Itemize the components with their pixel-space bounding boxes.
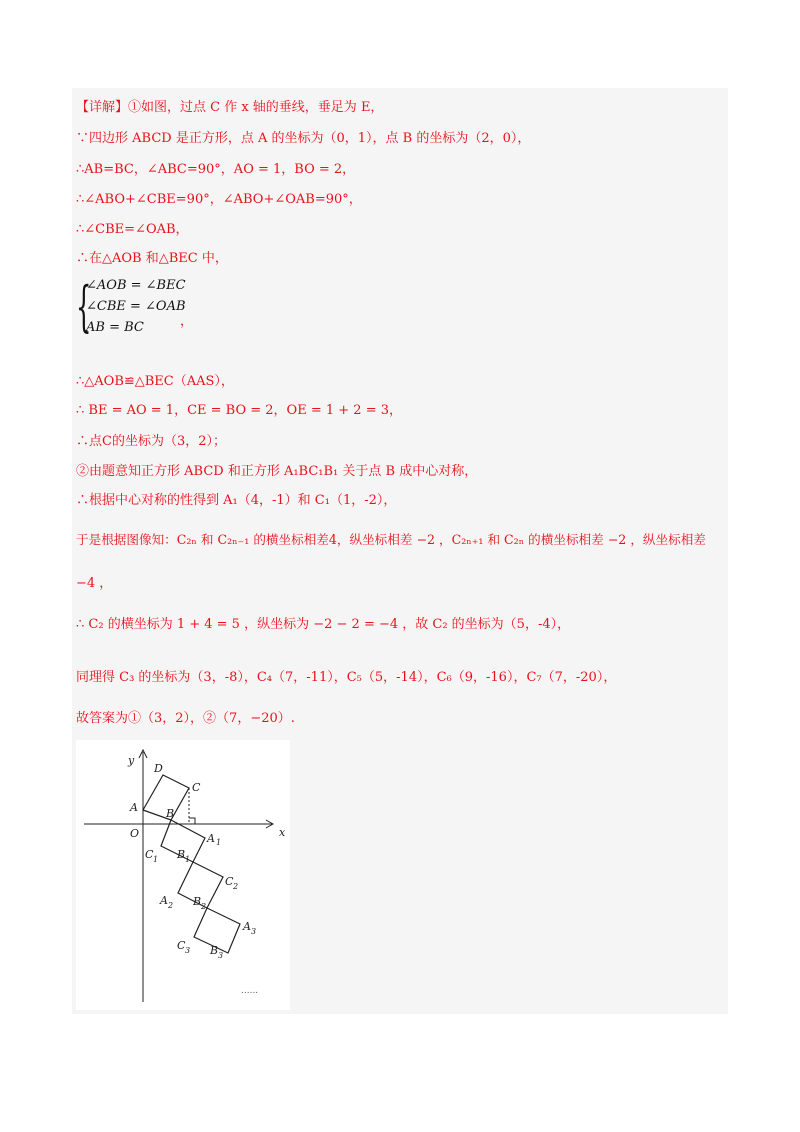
label-c: C	[192, 781, 201, 794]
label-b3-sub: 3	[218, 951, 224, 960]
label-c3-sub: 3	[185, 946, 191, 955]
line-17: 故答案为①（3，2），②（7，−20）.	[76, 711, 295, 726]
line-11: ②由题意知正方形 ABCD 和正方形 A₁BC₁B₁ 关于点 B 成中心对称，	[76, 464, 478, 479]
geometry-figure	[76, 740, 290, 1010]
system-row-1: ∠AOB = ∠BEC	[86, 278, 186, 293]
line-13: 于是根据图像知：C₂ₙ 和 C₂ₙ₋₁ 的横坐标相差4，纵坐标相差 −2 ，C₂ₙ₊₁ 和 C₂ₙ 的横坐标相差 −2 ，纵坐标相差	[76, 532, 706, 547]
line-3: ∴AB=BC，∠ABC=90°，AO = 1，BO = 2，	[76, 162, 356, 177]
label-c2-sub: 2	[233, 882, 239, 891]
label-b3: B	[210, 944, 219, 957]
label-b1: B	[177, 848, 186, 861]
line-12: ∴根据中心对称的性得到 A₁（4，-1）和 C₁（1，-2），	[76, 493, 397, 508]
label-b2: B	[193, 895, 202, 908]
line-14: −4 ，	[76, 576, 113, 591]
label-a1: A	[207, 832, 215, 845]
line-15: ∴ C₂ 的横坐标为 1 + 4 = 5 ，纵坐标为 −2 − 2 = −4 ，故 C₂ 的坐标为（5，-4），	[76, 617, 571, 632]
label-c1-sub: 1	[153, 855, 159, 864]
system-row-3: AB = BC	[86, 320, 144, 335]
label-d: D	[154, 762, 163, 775]
left-brace: {	[76, 275, 92, 338]
line-8: ∴△AOB≌△BEC（AAS），	[76, 374, 234, 389]
label-a: A	[130, 801, 138, 814]
right-angle-mark	[189, 818, 195, 824]
label-c1: C	[145, 848, 154, 861]
line-1: 【详解】①如图，过点 C 作 x 轴的垂线，垂足为 E，	[76, 100, 384, 115]
line-4: ∴∠ABO+∠CBE=90°，∠ABO+∠OAB=90°，	[76, 192, 362, 207]
equation-system	[76, 276, 246, 338]
label-x: x	[279, 826, 286, 839]
line-5: ∴∠CBE=∠OAB，	[76, 222, 189, 237]
label-o: O	[130, 827, 140, 840]
system-tail: ，	[180, 314, 194, 329]
line-6: ∴在△AOB 和△BEC 中，	[76, 251, 228, 266]
label-b1-sub: 1	[185, 855, 191, 864]
label-a1-sub: 1	[216, 838, 222, 847]
label-a2-sub: 2	[168, 901, 174, 910]
line-10: ∴点C的坐标为（3，2）；	[76, 434, 226, 449]
label-c3: C	[177, 939, 186, 952]
line-2: ∵四边形 ABCD 是正方形，点 A 的坐标为（0，1），点 B 的坐标为（2，0），	[76, 131, 531, 146]
label-a2: A	[160, 894, 168, 907]
label-b2-sub: 2	[201, 902, 207, 911]
label-a3: A	[243, 920, 251, 933]
system-row-2: ∠CBE = ∠OAB	[86, 299, 186, 314]
line-16: 同理得 C₃ 的坐标为（3，-8），C₄（7，-11），C₅（5，-14），C₆（9，-16），C₇（7，-20），	[76, 670, 617, 685]
continuation-dots: ......	[241, 986, 259, 996]
label-b: B	[166, 807, 175, 820]
label-y: y	[128, 754, 135, 767]
line-9: ∴ BE = AO = 1，CE = BO = 2，OE = 1 + 2 = 3，	[76, 403, 402, 418]
label-a3-sub: 3	[251, 927, 257, 936]
square-chain-diagram	[76, 740, 290, 1010]
label-c2: C	[225, 875, 234, 888]
